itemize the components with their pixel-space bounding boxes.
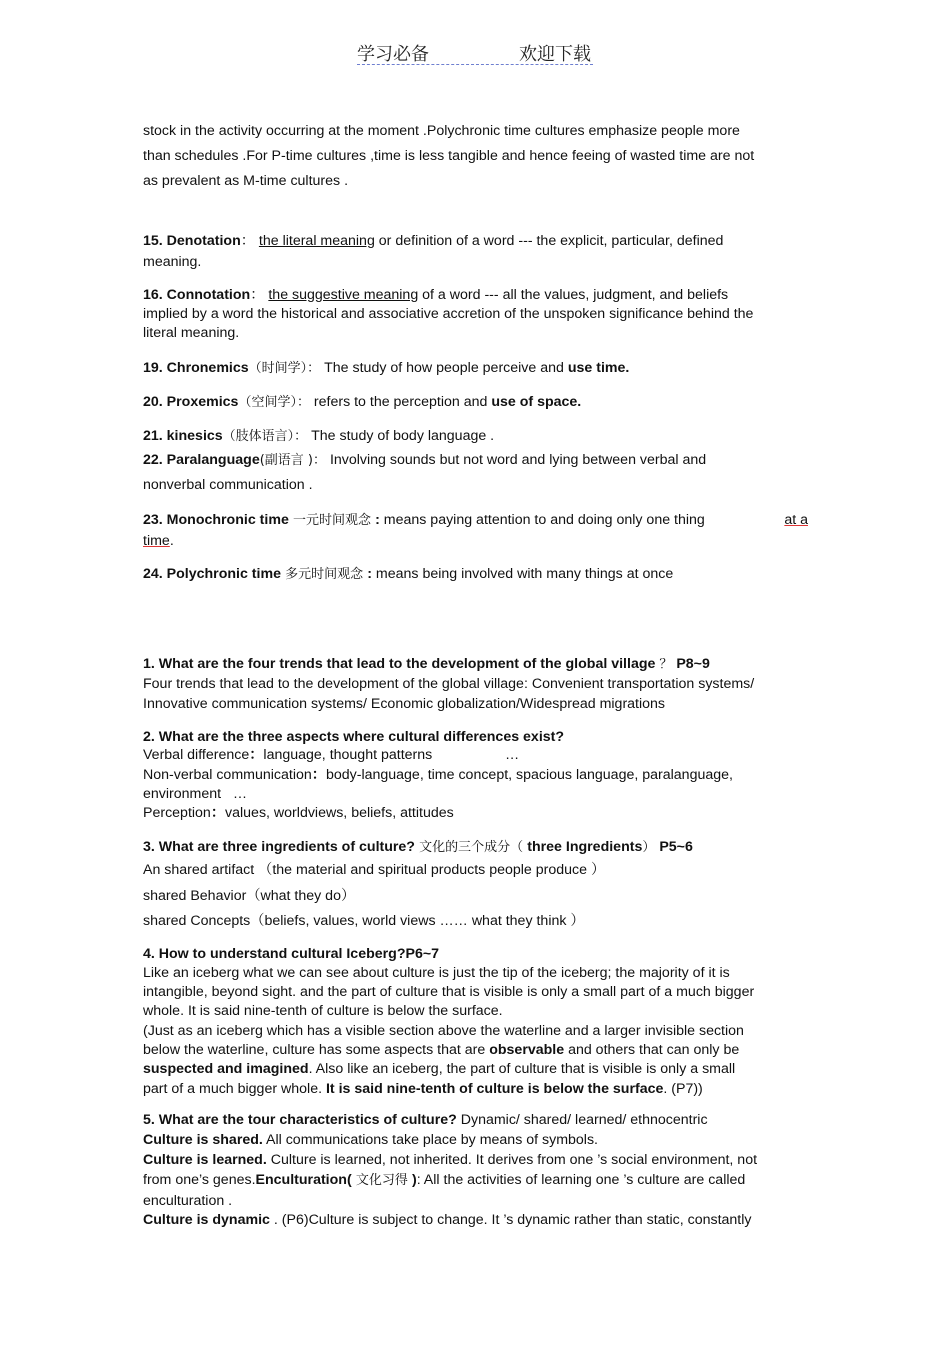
intro-line-2: than schedules .For P-time cultures ,time is less tangible and hence feeing of wasted time are not [143, 148, 755, 164]
question-2-verbal: Verbal difference：language, thought patterns … [143, 747, 520, 763]
term-16-line-3: literal meaning. [143, 325, 240, 341]
question-1-line-2: Innovative communication systems/ Economic globalization/Widespread migrations [143, 696, 666, 712]
term-22-line-2: nonverbal communication . [143, 477, 313, 493]
header-left-text: 学习必备 [357, 44, 429, 65]
question-4-title: 4. How to understand cultural Iceberg?P6~7 [143, 946, 440, 962]
question-5-enculturation: from one’s genes.Enculturation( 文化习得 ): All the activities of learning one ’s culture are called [143, 1172, 746, 1188]
question-2-environment: environment … [143, 786, 248, 802]
question-4-line-1: Like an iceberg what we can see about culture is just the tip of the iceberg; the majority of it is [143, 965, 730, 981]
question-5-shared: Culture is shared. All communications take place by means of symbols. [143, 1132, 598, 1148]
term-23-monochronic: 23. Monochronic time 一元时间观念 : means paying attention to and doing only one thing at a [143, 512, 808, 528]
question-5-learned: Culture is learned. Culture is learned, not inherited. It derives from one ’s social environment, not [143, 1152, 758, 1168]
page-header [357, 40, 593, 65]
question-1-title: 1. What are the four trends that lead to the development of the global village ？ P8~9 [143, 656, 710, 672]
question-2-title: 2. What are the three aspects where cultural differences exist? [143, 729, 565, 745]
question-5-enculturation-end: enculturation . [143, 1193, 233, 1209]
header-right-text: 欢迎下载 [519, 44, 591, 65]
question-1-line-1: Four trends that lead to the development of the global village: Convenient transportation systems/ [143, 676, 755, 692]
question-3-artifact: An shared artifact （the material and spiritual products people produce ） [143, 862, 606, 878]
term-22-paralanguage: 22. Paralanguage(副语言 )： Involving sounds but not word and lying between verbal and [143, 452, 707, 468]
question-2-perception: Perception：values, worldviews, beliefs, attitudes [143, 805, 454, 821]
term-19-chronemics: 19. Chronemics（时间学）： The study of how people perceive and use time. [143, 360, 630, 376]
term-16-connotation: 16. Connotation： the suggestive meaning of a word --- all the values, judgment, and beliefs [143, 287, 729, 303]
question-3-concepts: shared Concepts（beliefs, values, world views …… what they think ） [143, 913, 585, 929]
question-4-line-3: whole. It is said nine-tenth of culture is below the surface. [143, 1003, 503, 1019]
term-23-line-2: time. [143, 533, 174, 549]
term-24-polychronic: 24. Polychronic time 多元时间观念 : means being involved with many things at once [143, 566, 674, 582]
question-4-line-4: (Just as an iceberg which has a visible section above the waterline and a larger invisible section [143, 1023, 744, 1039]
question-4-line-7: part of a much bigger whole. It is said nine-tenth of culture is below the surface. (P7)) [143, 1081, 703, 1097]
question-4-line-2: intangible, beyond sight. and the part of culture that is visible is only a small part of a much bigger [143, 984, 755, 1000]
term-21-kinesics: 21. kinesics（肢体语言）： The study of body language . [143, 428, 495, 444]
term-16-line-2: implied by a word the historical and associative accretion of the unspoken significance behind the [143, 306, 754, 322]
question-5-title: 5. What are the tour characteristics of culture? Dynamic/ shared/ learned/ ethnocentric [143, 1112, 708, 1128]
question-2-nonverbal: Non-verbal communication：body-language, time concept, spacious language, paralanguage, [143, 767, 733, 783]
question-4-line-6: suspected and imagined. Also like an iceberg, the part of culture that is visible is only a small [143, 1061, 736, 1077]
intro-line-1: stock in the activity occurring at the moment .Polychronic time cultures emphasize people more [143, 123, 740, 139]
question-3-title: 3. What are three ingredients of culture? 文化的三个成分（ three Ingredients） P5~6 [143, 839, 693, 855]
intro-line-3: as prevalent as M-time cultures . [143, 173, 349, 189]
question-4-line-5: below the waterline, culture has some aspects that are observable and others that can only be [143, 1042, 740, 1058]
question-3-behavior: shared Behavior（what they do） [143, 888, 356, 904]
term-20-proxemics: 20. Proxemics（空间学）： refers to the perception and use of space. [143, 394, 582, 410]
term-15-line-2: meaning. [143, 254, 202, 270]
term-15-denotation: 15. Denotation： the literal meaning or definition of a word --- the explicit, particular, defined [143, 233, 724, 249]
question-5-dynamic: Culture is dynamic . (P6)Culture is subject to change. It ’s dynamic rather than static, constantly [143, 1212, 752, 1228]
